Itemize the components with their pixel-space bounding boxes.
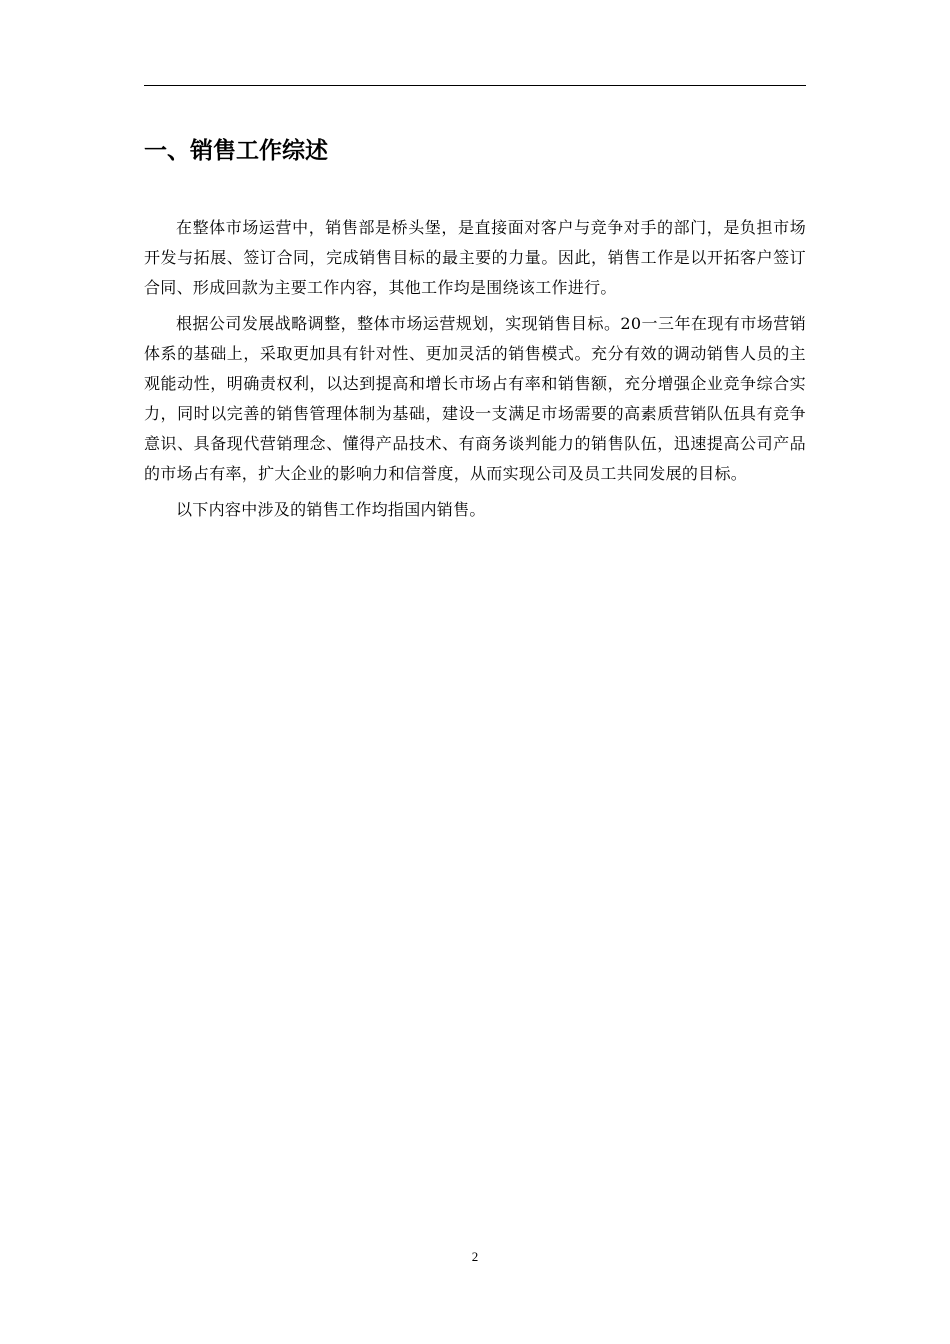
paragraph-3: 以下内容中涉及的销售工作均指国内销售。 xyxy=(176,500,486,519)
section-heading: 一、销售工作综述 xyxy=(144,138,328,164)
paragraph-2: 根据公司发展战略调整，整体市场运营规划，实现销售目标。20一三年在现有市场营销体系的基础上，采取更加具有针对性、更加灵活的销售模式。充分有效的调动销售人员的主观能动性，明确责权利，以达到提高和增长市场占有率和销售额，充分增强企业竞争综合实力，同时以完善的销售管理体制为基础，建设一支满足市场需要的高素质营销队伍具有竞争意识、具备现代营销理念、懂得产品技术、有商务谈判能力的销售队伍，迅速提高公司产品的市场占有率，扩大企业的影响力和信誉度，从而实现公司及员工共同发展的目标。 xyxy=(144,314,806,483)
paragraph-1: 在整体市场运营中，销售部是桥头堡，是直接面对客户与竞争对手的部门，是负担市场开发与拓展、签订合同，完成销售目标的最主要的力量。因此，销售工作是以开拓客户签订合同、形成回款为主要工作内容，其他工作均是围绕该工作进行。 xyxy=(144,218,806,297)
body-text xyxy=(144,213,806,525)
header-rule xyxy=(144,85,806,86)
page-number: 2 xyxy=(471,1249,479,1264)
